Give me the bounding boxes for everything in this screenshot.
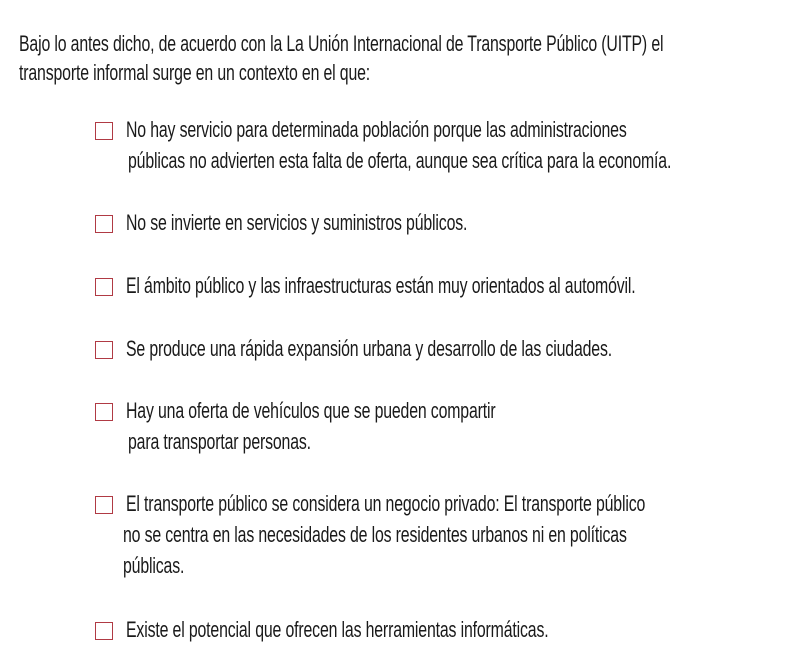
item-text: no se centra en las necesidades de los residentes urbanos ni en políticas bbox=[123, 522, 627, 547]
item-text: públicas. bbox=[123, 553, 185, 578]
intro-line-1: Bajo lo antes dicho, de acuerdo con la La Unión Internacional de Transporte Público (UITP) el bbox=[19, 31, 664, 56]
item-text: públicas no advierten esta falta de oferta, aunque sea crítica para la economía. bbox=[128, 148, 672, 173]
item-text: Hay una oferta de vehículos que se pueden compartir bbox=[126, 398, 496, 423]
checkbox-icon[interactable] bbox=[95, 122, 113, 140]
item-text: Existe el potencial que ofrecen las herramientas informáticas. bbox=[126, 617, 549, 642]
item-text: para transportar personas. bbox=[128, 429, 311, 454]
item-text: El transporte público se considera un negocio privado: El transporte público bbox=[126, 491, 646, 516]
item-text: El ámbito público y las infraestructuras están muy orientados al automóvil. bbox=[126, 273, 636, 298]
checkbox-icon[interactable] bbox=[95, 341, 113, 359]
checkbox-icon[interactable] bbox=[95, 622, 113, 640]
intro-line-2: transporte informal surge en un contexto en el que: bbox=[19, 60, 371, 85]
checkbox-icon[interactable] bbox=[95, 496, 113, 514]
item-text: No se invierte en servicios y suministros públicos. bbox=[126, 210, 468, 235]
item-text: Se produce una rápida expansión urbana y desarrollo de las ciudades. bbox=[126, 336, 612, 361]
checkbox-icon[interactable] bbox=[95, 215, 113, 233]
checkbox-icon[interactable] bbox=[95, 403, 113, 421]
item-text: No hay servicio para determinada población porque las administraciones bbox=[126, 117, 627, 142]
checkbox-icon[interactable] bbox=[95, 278, 113, 296]
